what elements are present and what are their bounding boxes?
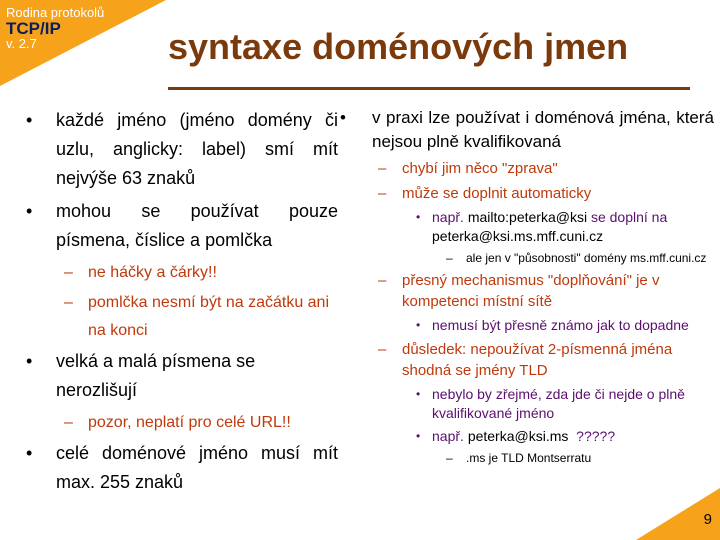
bullet-marker: • — [26, 351, 33, 371]
sub-bullet-marker: – — [64, 264, 73, 281]
note-text: nemusí být přesně známo jak to dopadne — [432, 317, 689, 333]
bullet-allowed-chars — [20, 197, 338, 255]
example-prefix: např. — [432, 209, 468, 225]
sub-bullet-text: ne háčky a čárky!! — [88, 264, 217, 281]
note-text: ale jen v "působnosti" domény ms.mff.cuni.cz — [466, 251, 707, 265]
example-question: ????? — [568, 428, 616, 444]
example-mailto — [338, 208, 714, 246]
sub-bullet-marker: – — [64, 294, 73, 311]
bullet-text: každé jméno (jméno domény či uzlu, anglicky: label) smí mít nejvýše 63 znaků — [56, 110, 338, 188]
bullet-text: celé doménové jméno musí mít max. 255 znaků — [56, 443, 338, 492]
header-block — [6, 6, 104, 51]
example-address: peterka@ksi.ms — [467, 428, 569, 444]
sub-bullet-local-mechanism — [338, 270, 714, 312]
sub-bullet-url-warning — [20, 409, 338, 437]
sub-bullet-marker: – — [378, 185, 387, 202]
header-topic: TCP/IP — [6, 18, 61, 38]
bullet-marker: • — [26, 201, 33, 221]
slide-title: syntaxe doménových jmen — [168, 26, 629, 67]
note-domain-scope — [338, 250, 714, 266]
bullet-case-insensitive — [20, 347, 338, 405]
bullet-text: mohou se používat pouze písmena, číslice a pomlčka — [56, 201, 338, 250]
level4-marker: – — [446, 251, 453, 265]
header-series: Rodina protokolů — [6, 5, 105, 20]
sub-bullet-hyphen-rule — [20, 289, 338, 345]
example-prefix: např. — [432, 428, 468, 444]
note-unknown-result — [338, 316, 714, 335]
note-text: nebylo by zřejmé, zda jde či nejde o plně kvalifikované jméno — [432, 386, 685, 421]
bullet-text: v praxi lze používat i doménová jména, která nejsou plně kvalifikovaná — [372, 108, 714, 151]
sub-bullet-missing-right — [338, 158, 714, 179]
sub-bullet-text: pozor, neplatí pro celé URL!! — [88, 414, 291, 431]
example-address: mailto:peterka@ksi — [467, 209, 588, 225]
note-montserrat — [338, 450, 714, 466]
sub-bullet-marker: – — [378, 160, 387, 177]
sub-bullet-avoid-tld-names — [338, 339, 714, 381]
example-connector: se doplní na — [587, 209, 668, 225]
sub-bullet-text: chybí jim něco "zprava" — [402, 160, 558, 177]
bullet-text: velká a malá písmena se nerozlišují — [56, 351, 256, 400]
note-ambiguity — [338, 385, 714, 423]
bullet-total-length — [20, 439, 338, 497]
sub-bullet-marker: – — [378, 341, 387, 358]
level3-marker: • — [416, 387, 421, 401]
sub-bullet-marker: – — [64, 414, 73, 431]
sub-bullet-text: může se doplnit automaticky — [402, 185, 592, 202]
level3-marker: • — [416, 210, 421, 224]
bullet-marker: • — [26, 443, 33, 463]
page-number: 9 — [703, 511, 712, 528]
bullet-label-length — [20, 106, 338, 193]
right-column — [338, 106, 714, 470]
bullet-marker: • — [26, 110, 33, 130]
note-text: .ms je TLD Montserratu — [466, 451, 592, 465]
example-ms-domain — [338, 427, 714, 446]
sub-bullet-marker: – — [378, 272, 387, 289]
example-fqdn: peterka@ksi.ms.mff.cuni.cz — [432, 228, 604, 244]
level3-marker: • — [416, 429, 421, 443]
sub-bullet-text: přesný mechanismus "doplňování" je v kompetenci místní sítě — [402, 272, 660, 310]
left-column — [20, 106, 338, 501]
bullet-not-fully-qualified — [338, 106, 714, 154]
title-underline — [168, 87, 690, 90]
level3-marker: • — [416, 318, 421, 332]
sub-bullet-text: pomlčka nesmí být na začátku ani na konci — [88, 294, 330, 339]
sub-bullet-no-diacritics — [20, 259, 338, 287]
header-version: v. 2.7 — [6, 36, 37, 52]
sub-bullet-text: důsledek: nepoužívat 2-písmenná jména shodná se jmény TLD — [402, 341, 673, 379]
level4-marker: – — [446, 451, 453, 465]
bullet-marker: • — [340, 108, 346, 127]
sub-bullet-auto-complete — [338, 183, 714, 204]
